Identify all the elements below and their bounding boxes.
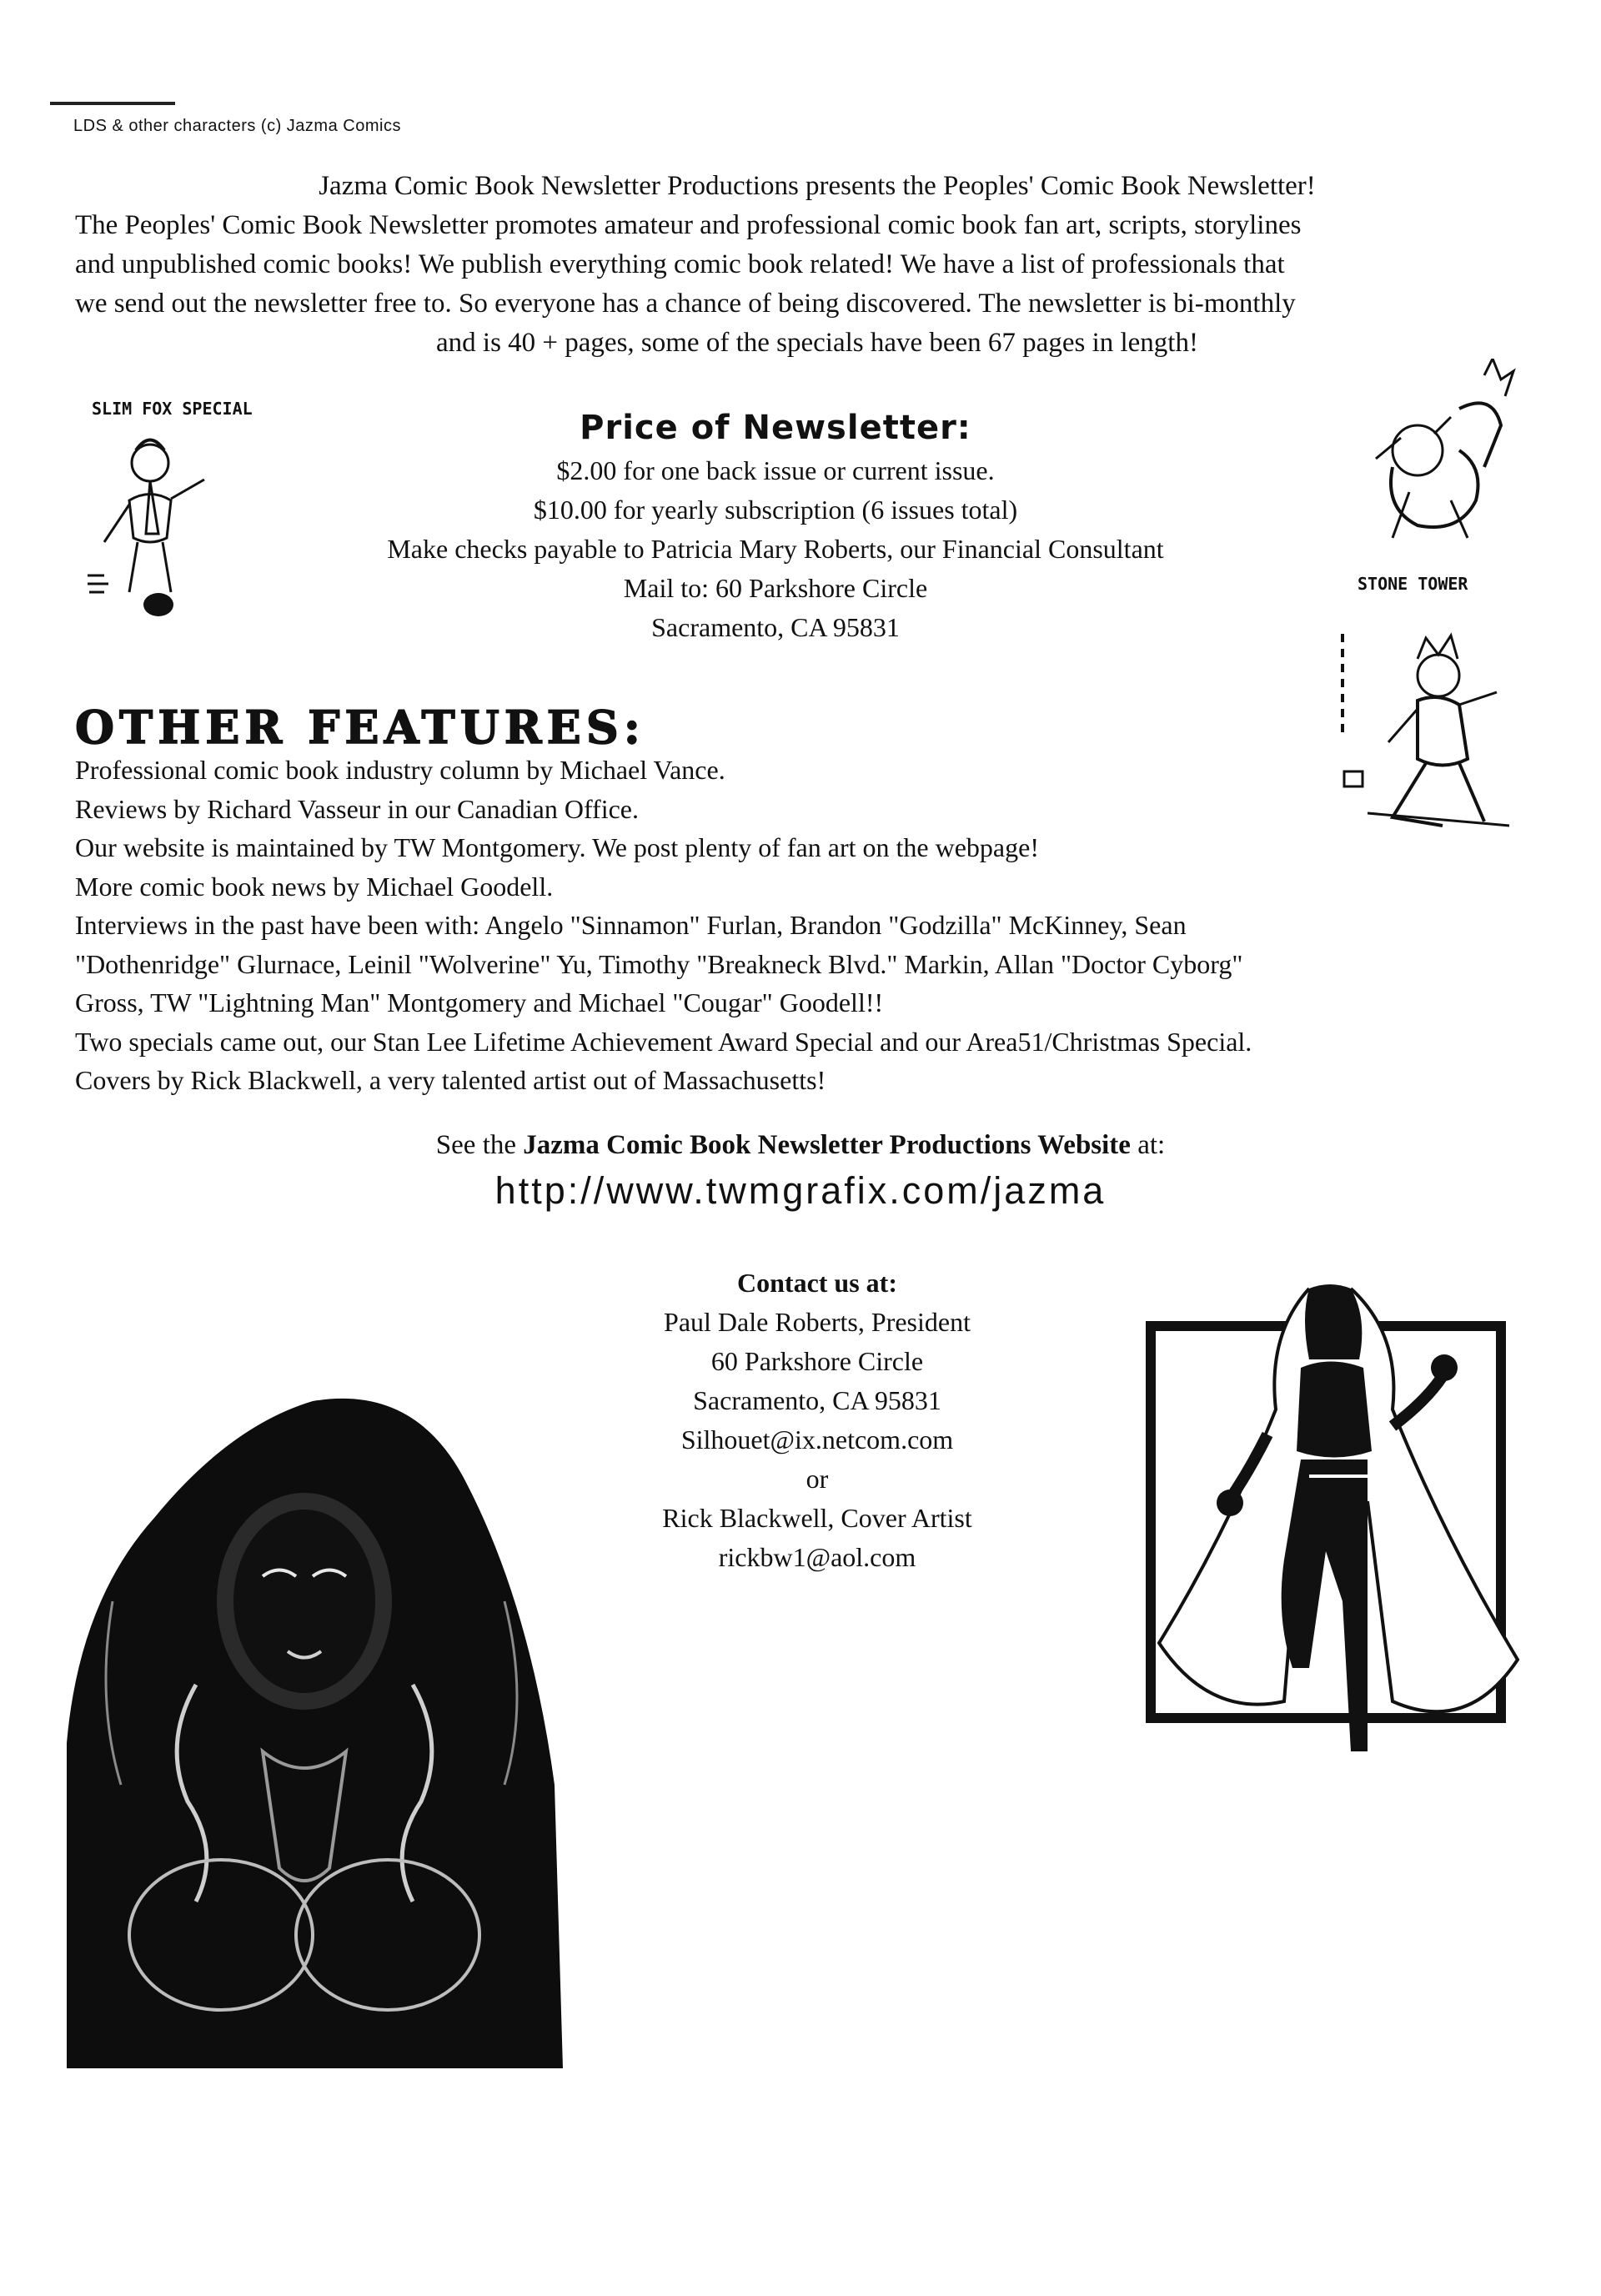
intro-line: and is 40 + pages, some of the specials have been 67 pages in length! — [436, 328, 1198, 358]
website-name: Jazma Comic Book Newsletter Productions Website — [523, 1130, 1131, 1160]
feature-line: Interviews in the past have been with: Angelo "Sinnamon" Furlan, Brandon "Godzilla" McKinney, Sean — [75, 910, 1187, 940]
website-section — [0, 1130, 1601, 1213]
header-rule — [50, 102, 175, 105]
copyright-notice: LDS & other characters (c) Jazma Comics — [73, 117, 401, 135]
contact-line: Sacramento, CA 95831 — [693, 1385, 941, 1415]
contact-line: Paul Dale Roberts, President — [664, 1307, 971, 1337]
hooded-figure-illustration — [63, 1351, 563, 2068]
feature-line: Professional comic book industry column by Michael Vance. — [75, 755, 725, 785]
website-prefix: See the — [435, 1130, 524, 1160]
contact-email-link[interactable]: Silhouet@ix.netcom.com — [680, 1424, 954, 1454]
price-section — [317, 409, 1234, 647]
contact-line: 60 Parkshore Circle — [710, 1346, 924, 1376]
price-line: $10.00 for yearly subscription (6 issues total) — [533, 495, 1018, 525]
intro-line: The Peoples' Comic Book Newsletter promotes amateur and professional comic book fan art, scripts, storylines — [75, 210, 1302, 240]
website-suffix: at: — [1130, 1130, 1166, 1160]
contact-line: Rick Blackwell, Cover Artist — [662, 1503, 972, 1533]
contact-section — [567, 1264, 1067, 1577]
contact-email-link[interactable]: rickbw1@aol.com — [718, 1542, 916, 1572]
caped-hero-framed-illustration — [1142, 1284, 1543, 1801]
feature-line: Two specials came out, our Stan Lee Lifetime Achievement Award Special and our Area51/Christmas Special. — [75, 1026, 1252, 1057]
stone-tower-label: STONE TOWER — [1358, 574, 1468, 594]
contact-title: Contact us at: — [737, 1268, 897, 1298]
goblin-dragon-sketch-illustration — [1359, 359, 1526, 567]
features-title: OTHER FEATURES: — [75, 701, 645, 754]
feature-line: "Dothenridge" Glurnace, Leinil "Wolverine" Yu, Timothy "Breakneck Blvd." Markin, Allan "Doctor Cyborg" — [75, 948, 1243, 979]
feature-line: Our website is maintained by TW Montgomery. We post plenty of fan art on the webpage! — [75, 832, 1039, 862]
feature-line: More comic book news by Michael Goodell. — [75, 871, 554, 902]
website-intro — [0, 1130, 1601, 1161]
price-title: Price of Newsletter: — [580, 409, 971, 447]
female-hero-sketch-illustration — [79, 425, 221, 634]
intro-paragraph — [75, 167, 1559, 363]
intro-line: Jazma Comic Book Newsletter Productions presents the Peoples' Comic Book Newsletter! — [319, 171, 1316, 201]
price-line: Mail to: 60 Parkshore Circle — [623, 573, 928, 603]
price-line: Sacramento, CA 95831 — [651, 612, 900, 642]
feature-line: Covers by Rick Blackwell, a very talented artist out of Massachusetts! — [75, 1065, 826, 1095]
intro-line: we send out the newsletter free to. So everyone has a chance of being discovered. The newsletter is bi-monthly — [75, 289, 1296, 319]
contact-line: or — [806, 1464, 829, 1494]
feature-line: Reviews by Richard Vasseur in our Canadian Office. — [75, 793, 639, 824]
feature-line: Gross, TW "Lightning Man" Montgomery and Michael "Cougar" Goodell!! — [75, 987, 884, 1017]
slim-fox-label: SLIM FOX SPECIAL — [92, 399, 253, 419]
price-line: Make checks payable to Patricia Mary Roberts, our Financial Consultant — [387, 534, 1164, 564]
price-line: $2.00 for one back issue or current issue. — [556, 455, 995, 485]
features-list — [75, 751, 1559, 1100]
intro-line: and unpublished comic books! We publish everything comic book related! We have a list of professionals that — [75, 249, 1285, 279]
website-url-link[interactable]: http://www.twmgrafix.com/jazma — [494, 1169, 1107, 1212]
